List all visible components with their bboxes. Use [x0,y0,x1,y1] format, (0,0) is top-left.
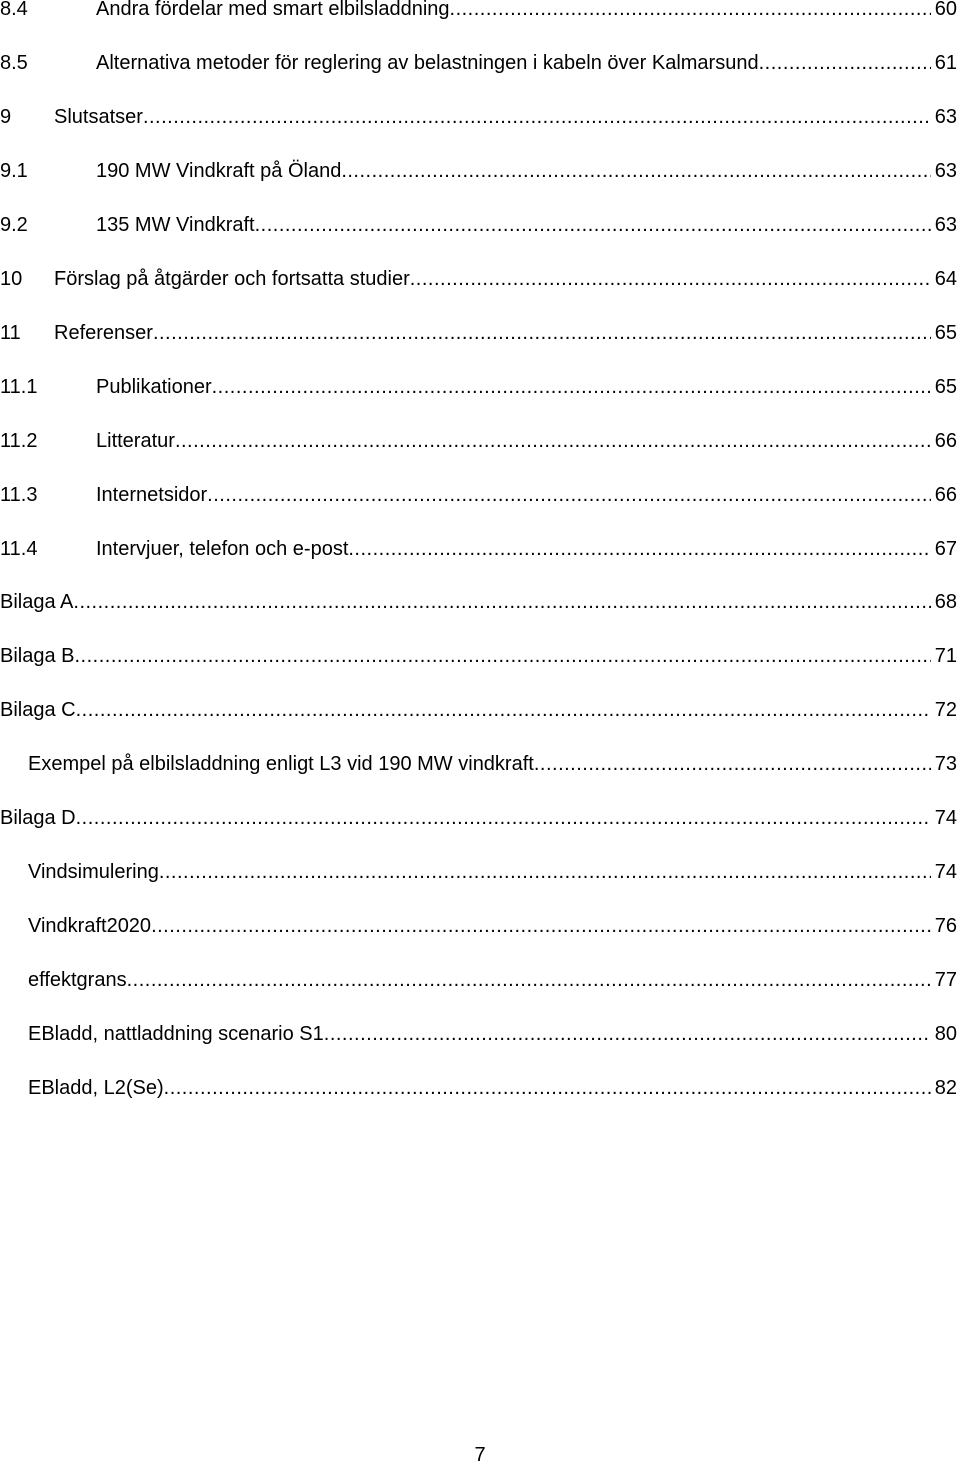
toc-entry-page: 67 [934,538,957,560]
toc-entry-page: 63 [934,214,957,236]
toc-entry-number: 8.4 [0,0,28,20]
toc-dot-leader [759,48,931,78]
page-number: 7 [474,1444,486,1466]
toc-entry-page: 76 [934,915,957,937]
toc-entry[interactable] [0,102,957,132]
toc-dot-leader [207,480,931,510]
toc-entry[interactable] [0,587,957,617]
toc-entry-page: 65 [934,376,957,398]
toc-entry-number: 9.2 [0,214,28,236]
toc-entry[interactable] [0,264,957,294]
toc-dot-leader [73,587,930,617]
toc-entry-page: 73 [934,753,957,775]
toc-entry[interactable] [28,749,957,779]
toc-entry-title: effektgrans [28,969,127,991]
toc-dot-leader [164,1073,931,1103]
toc-entry-number: 11.4 [0,538,38,560]
toc-entry-page: 61 [934,52,957,74]
toc-entry[interactable] [0,372,957,402]
toc-entry-title: Internetsidor [96,484,208,506]
toc-entry-page: 74 [934,807,957,829]
toc-dot-leader [324,1019,931,1049]
toc-entry[interactable] [28,1073,957,1103]
toc-entry-title: Litteratur [96,430,175,452]
toc-entry-page: 72 [934,699,957,721]
toc-entry-title: Vindsimulering [28,861,159,883]
toc-entry[interactable] [0,641,957,671]
toc-dot-leader [76,695,931,725]
toc-entry[interactable] [0,48,957,78]
toc-entry[interactable] [0,0,957,24]
toc-dot-leader [348,534,930,564]
toc-entry-number: 11.2 [0,430,38,452]
toc-entry-number: 9 [0,106,12,128]
toc-entry-title: Förslag på åtgärder och fortsatta studier [54,268,410,290]
toc-dot-leader [76,803,931,833]
toc-entry[interactable] [28,911,957,941]
toc-dot-leader [75,641,931,671]
toc-entry-title: Slutsatser [54,106,143,128]
toc-entry-page: 80 [934,1023,957,1045]
toc-entry[interactable] [0,534,957,564]
toc-dot-leader [151,911,931,941]
toc-entry[interactable] [0,480,957,510]
toc-entry-title: Publikationer [96,376,212,398]
toc-dot-leader [159,857,931,887]
toc-dot-leader [127,965,931,995]
toc-entry-page: 71 [934,645,957,667]
toc-entry-title: Alternativa metoder för reglering av belastningen i kabeln över Kalmarsund [96,52,759,74]
toc-entry-title: Andra fördelar med smart elbilsladdning [96,0,450,20]
toc-entry-title: EBladd, nattladdning scenario S1 [28,1023,324,1045]
toc-entry-number: 9.1 [0,160,28,182]
toc-entry-page: 77 [934,969,957,991]
toc-entry-number: 11.1 [0,376,38,398]
toc-entry[interactable] [0,803,957,833]
toc-entry-title: Exempel på elbilsladdning enligt L3 vid 190 MW vindkraft [28,753,534,775]
toc-entry[interactable] [0,210,957,240]
toc-entry-title: Bilaga C [0,699,76,721]
toc-dot-leader [212,372,931,402]
toc-dot-leader [534,749,931,779]
toc-entry-page: 63 [934,160,957,182]
toc-entry-title: EBladd, L2(Se) [28,1077,164,1099]
toc-entry-number: 10 [0,268,23,290]
toc-dot-leader [410,264,931,294]
toc-entry-page: 74 [934,861,957,883]
toc-entry[interactable] [0,695,957,725]
toc-entry-number: 11.3 [0,484,38,506]
toc-entry-page: 68 [934,591,957,613]
toc-entry-title: Bilaga A [0,591,74,613]
toc-entry[interactable] [0,318,957,348]
toc-entry-title: 190 MW Vindkraft på Öland [96,160,342,182]
toc-dot-leader [341,156,930,186]
toc-entry-number: 8.5 [0,52,28,74]
toc-dot-leader [143,102,931,132]
toc-entry-page: 65 [934,322,957,344]
toc-dot-leader [450,0,931,24]
toc-entry-title: 135 MW Vindkraft [96,214,255,236]
toc-entry-title: Intervjuer, telefon och e-post [96,538,349,560]
toc-entry-page: 64 [934,268,957,290]
toc-entry[interactable] [28,857,957,887]
toc-dot-leader [175,426,931,456]
toc-entry[interactable] [28,965,957,995]
toc-entry-page: 63 [934,106,957,128]
toc-dot-leader [153,318,931,348]
toc-entry[interactable] [0,156,957,186]
toc-entry-title: Referenser [54,322,153,344]
toc-entry-title: Bilaga D [0,807,76,829]
toc-entry[interactable] [28,1019,957,1049]
toc-entry-page: 82 [934,1077,957,1099]
toc-entry[interactable] [0,426,957,456]
toc-entry-number: 11 [0,322,21,344]
toc-entry-title: Bilaga B [0,645,75,667]
toc-entry-page: 66 [934,430,957,452]
toc-entry-title: Vindkraft2020 [28,915,152,937]
toc-dot-leader [255,210,931,240]
toc-entry-page: 66 [934,484,957,506]
toc-entry-page: 60 [934,0,957,20]
